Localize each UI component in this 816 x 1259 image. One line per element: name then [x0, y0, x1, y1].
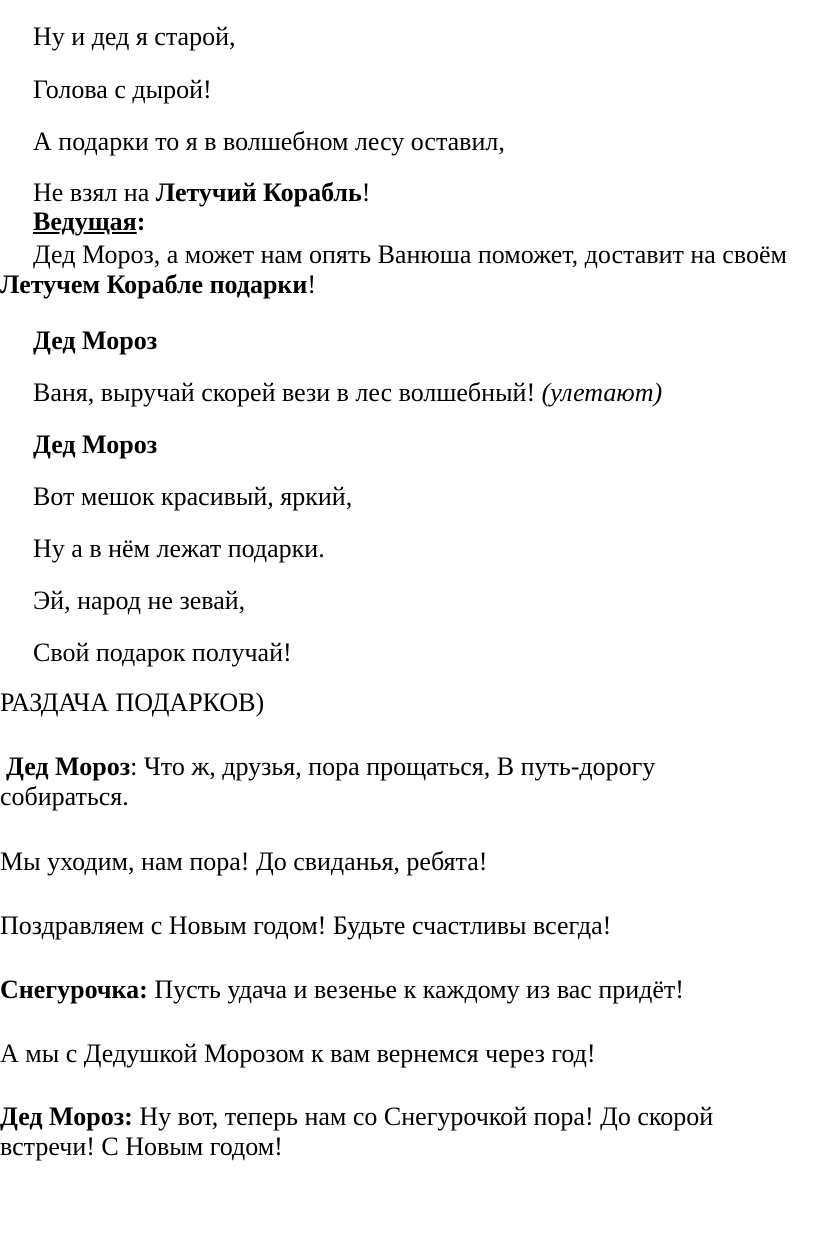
host-line	[0, 240, 790, 300]
host-label: Ведущая	[33, 207, 137, 236]
snow-text: Пусть удача и везенье к каждому из вас придёт!	[147, 975, 684, 1004]
verse2-line-1: Вот мешок красивый, яркий,	[33, 482, 353, 511]
ship-line-pre: Не взял на	[33, 178, 156, 207]
final-speaker: Дед Мороз:	[0, 1102, 133, 1131]
ship-line-bold: Летучий Корабль	[155, 178, 362, 207]
return-line: А мы с Дедушкой Морозом к вам вернемся через год!	[0, 1039, 596, 1068]
speaker-ded-moroz-1: Дед Мороз	[33, 326, 158, 355]
verse-line-2: Голова с дырой!	[33, 75, 212, 104]
farewell-text: : Что ж, друзья, пора прощаться, В путь-дорогу собираться.	[0, 752, 656, 811]
host-colon: :	[136, 207, 146, 236]
vanya-line-text: Ваня, выручай скорей вези в лес волшебный!	[33, 378, 542, 407]
ship-line-post: !	[361, 178, 371, 207]
farewell-line	[0, 752, 790, 812]
gifts-heading: РАЗДАЧА ПОДАРКОВ)	[0, 688, 265, 717]
ship-line	[33, 178, 370, 208]
snow-speaker: Снегурочка:	[0, 975, 148, 1004]
verse-line-1: Ну и дед я старой,	[33, 22, 236, 51]
verse2-line-3: Эй, народ не зевай,	[33, 586, 246, 615]
leaving-line: Мы уходим, нам пора! До свиданья, ребята!	[0, 847, 488, 876]
farewell-speaker: Дед Мороз	[6, 752, 131, 781]
verse-line-3: А подарки то я в волшебном лесу оставил,	[33, 127, 505, 156]
verse2-line-2: Ну а в нём лежат подарки.	[33, 534, 325, 563]
stage-direction: (улетают)	[541, 378, 663, 407]
verse2-line-4: Свой подарок получай!	[33, 638, 292, 667]
final-text: Ну вот, теперь нам со Снегурочкой пора! До скорой встречи! С Новым годом!	[0, 1102, 714, 1161]
snow-line	[0, 975, 684, 1005]
congrats-line: Поздравляем с Новым годом! Будьте счастливы всегда!	[0, 911, 612, 940]
host-line-pre: Дед Мороз, а может нам опять Ванюша поможет, доставит на своём	[33, 240, 787, 269]
vanya-line	[33, 378, 662, 408]
speaker-ded-moroz-2: Дед Мороз	[33, 430, 158, 459]
final-line	[0, 1102, 790, 1162]
host-line-bold: Летучем Корабле подарки	[0, 270, 308, 299]
host-line-post: !	[307, 270, 317, 299]
host-heading	[33, 207, 145, 237]
